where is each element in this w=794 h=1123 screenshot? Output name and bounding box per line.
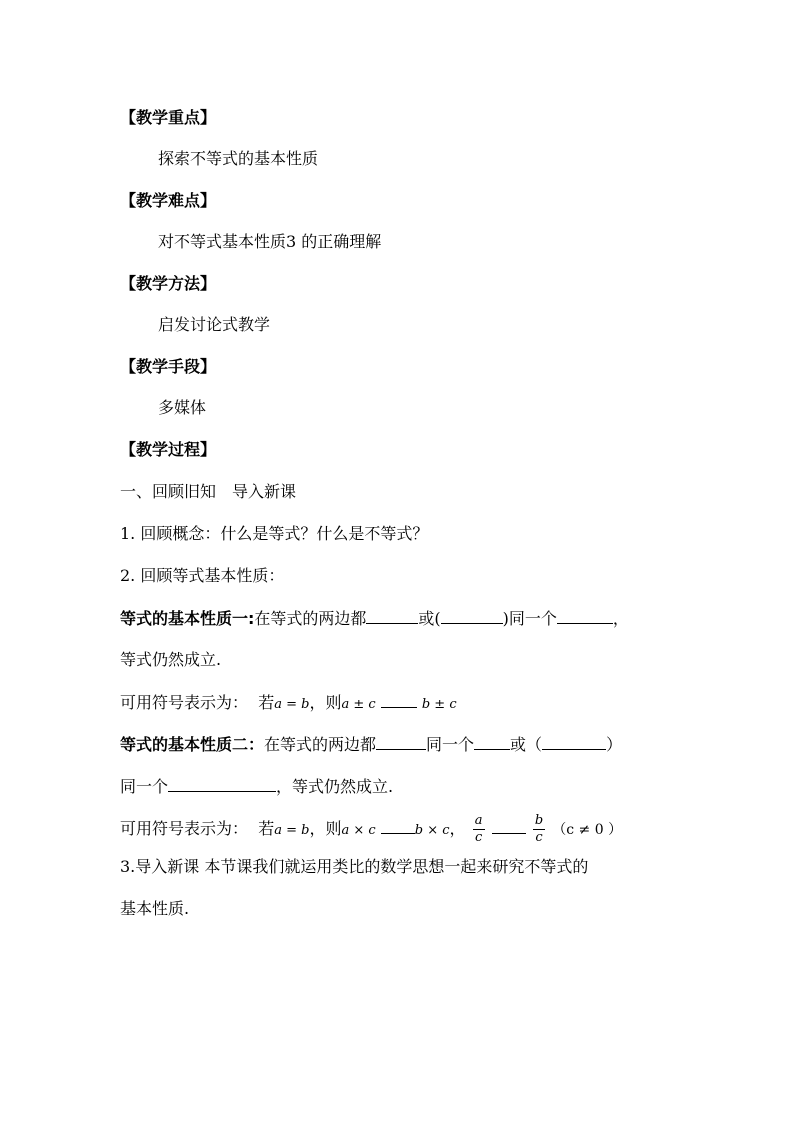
fill-blank[interactable] — [474, 733, 510, 750]
property-one-symbol: 可用符号表示为： 若a = b，则a ± c b ± c — [120, 693, 457, 712]
fill-blank[interactable] — [557, 607, 613, 624]
property-one-title: 等式的基本性质一: — [120, 609, 255, 628]
fill-blank[interactable] — [542, 733, 606, 750]
heading-method: 【教学方法】 — [120, 274, 217, 293]
review-item-2: 2. 回顾等式基本性质： — [120, 566, 285, 585]
means-text: 多媒体 — [158, 398, 207, 417]
difficulty-text: 对不等式基本性质3 的正确理解 — [158, 232, 382, 251]
fill-blank[interactable] — [168, 775, 276, 792]
nonzero-condition: （c ≠ 0 ） — [552, 822, 623, 838]
fill-blank[interactable] — [381, 691, 417, 708]
property-two-symbol: 可用符号表示为： 若a = b，则a × c b × c， $\frac{a}{c}$ $\frac{b}{c}$ （c ≠ 0 ） — [120, 813, 623, 845]
property-two-title: 等式的基本性质二： — [120, 735, 265, 754]
review-item-3: 3.导入新课 本节课我们就运用类比的数学思想一起来研究不等式的 — [120, 857, 589, 876]
heading-means: 【教学手段】 — [120, 357, 217, 376]
review-item-3-cont: 基本性质. — [120, 899, 190, 918]
heading-process: 【教学过程】 — [120, 440, 217, 459]
heading-key-point: 【教学重点】 — [120, 108, 217, 127]
key-point-text: 探索不等式的基本性质 — [158, 149, 319, 168]
property-one-tail: 等式仍然成立. — [120, 650, 222, 669]
fraction-b-over-c: $\frac{b}{c}$ — [534, 813, 544, 845]
review-item-1: 1. 回顾概念：什么是等式？什么是不等式？ — [120, 524, 429, 543]
method-text: 启发讨论式教学 — [158, 315, 271, 334]
fill-blank[interactable] — [376, 733, 426, 750]
fraction-a-over-c: $\frac{a}{c}$ — [473, 813, 485, 846]
fill-blank[interactable] — [366, 607, 418, 624]
fill-blank[interactable] — [381, 817, 415, 834]
fill-blank[interactable] — [441, 607, 503, 624]
property-two-line: 等式的基本性质二：在等式的两边都 同一个 或（ ） — [120, 735, 623, 754]
property-one-line: 等式的基本性质一:在等式的两边都 或( )同一个 ， — [120, 609, 629, 628]
property-two-tail: 同一个 ，等式仍然成立. — [120, 777, 394, 796]
heading-difficulty: 【教学难点】 — [120, 191, 217, 210]
section-review: 一、回顾旧知 导入新课 — [120, 482, 297, 501]
fill-blank[interactable] — [492, 817, 526, 834]
